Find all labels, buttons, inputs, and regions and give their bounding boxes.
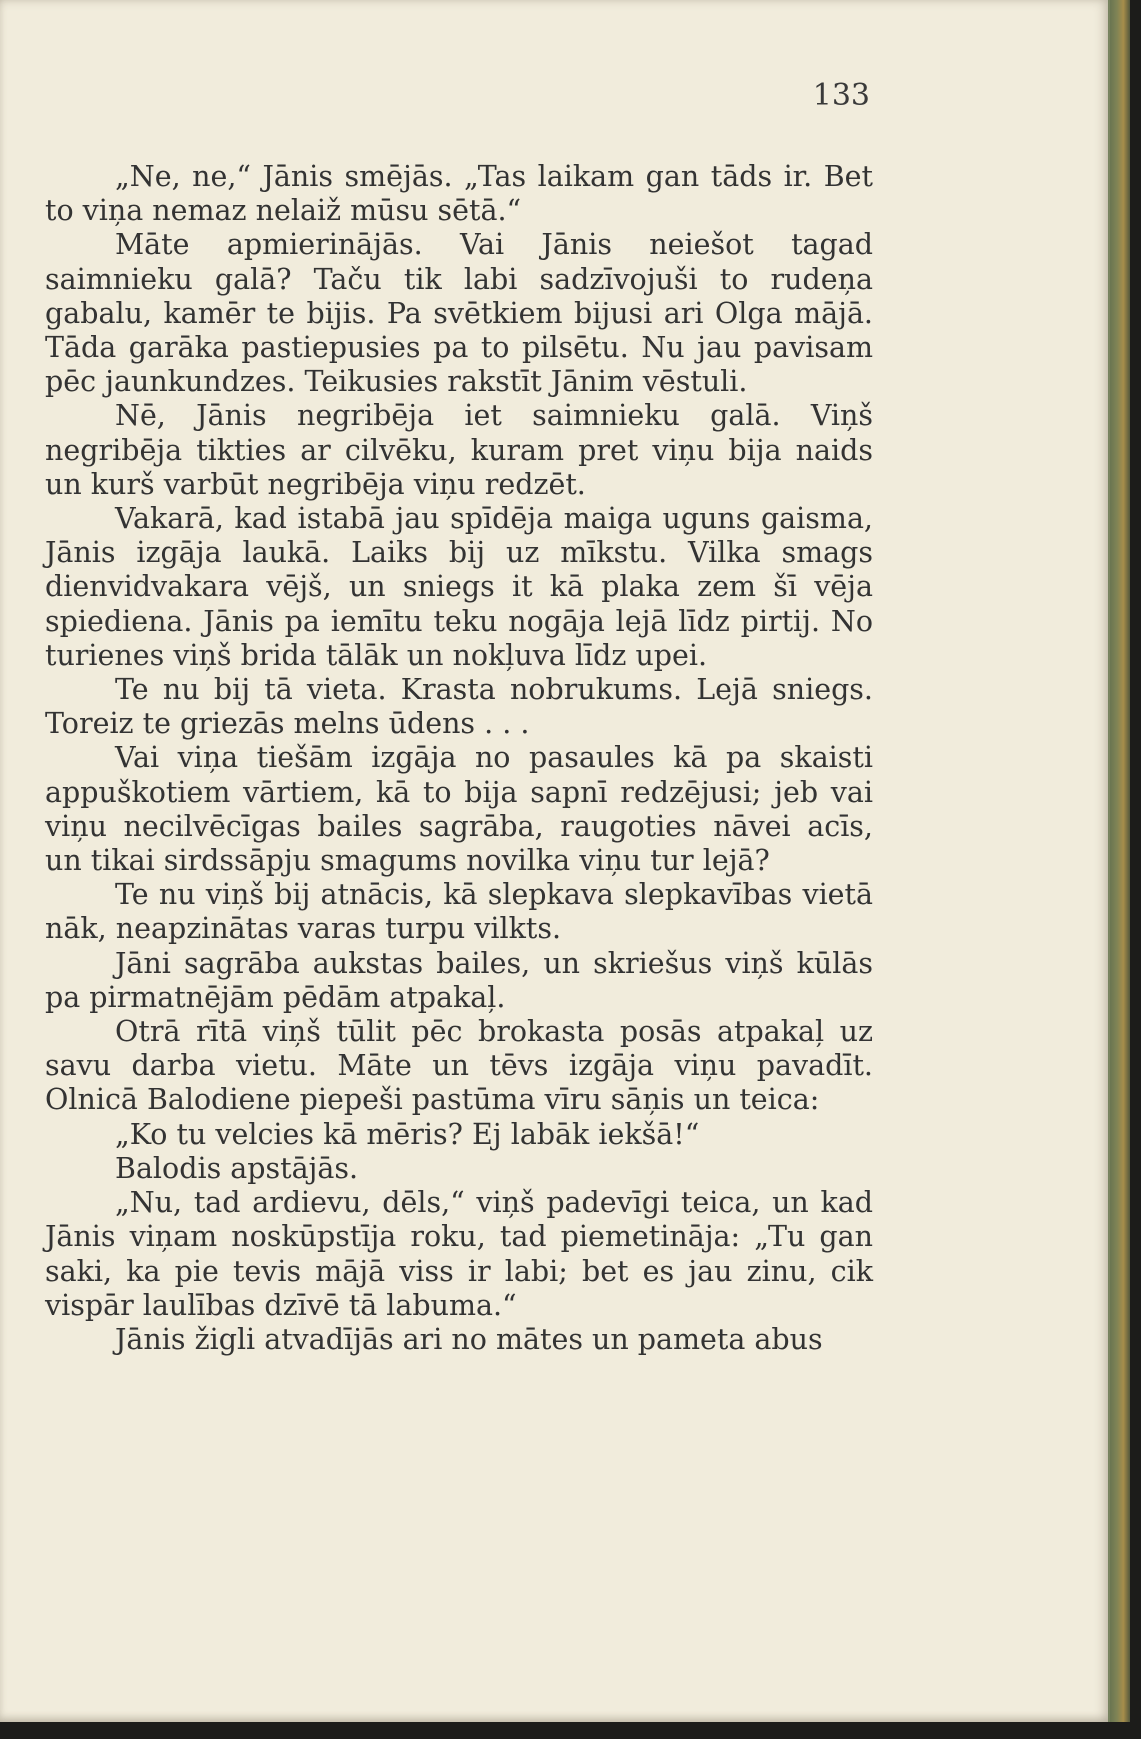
paragraph: Māte apmierinājās. Vai Jānis neiešot tagad saimnieku galā? Taču tik labi sadzīvojuši to rudeņa gabalu, kamēr te bijis. Pa svētkiem bijusi ari Olga mājā. Tāda garāka pastiepusies pa to pilsētu. Nu jau pavisam pēc jaunkundzes. Teikusies rakstīt Jānim vēstuli. [45, 228, 873, 399]
paragraph: Otrā rītā viņš tūlit pēc brokasta posās atpakaļ uz savu darba vietu. Māte un tēvs izgāja viņu pavadīt. Olnicā Balodiene piepeši pastūma vīru sāņis un teica: [45, 1015, 873, 1117]
page-edge-strip [1108, 0, 1130, 1722]
paragraph: „Nu, tad ardievu, dēls,“ viņš padevīgi teica, un kad Jānis viņam noskūpstīja roku, tad piemetināja: „Tu gan saki, ka pie tevis mājā viss ir labi; bet es jau zinu, cik vispār laulības dzīvē tā labuma.“ [45, 1186, 873, 1322]
paragraph: Te nu bij tā vieta. Krasta nobrukums. Lejā sniegs. Toreiz te griezās melns ūdens . . . [45, 673, 873, 741]
page-number: 133 [812, 78, 870, 113]
body-text [45, 160, 873, 1357]
paragraph: „Ko tu velcies kā mēris? Ej labāk iekšā!“ [115, 1117, 700, 1151]
paragraph: Jāni sagrāba aukstas bailes, un skriešus viņš kūlās pa pirmatnējām pēdām atpakaļ. [45, 946, 873, 1014]
paragraph: Jānis žigli atvadījās ari no mātes un pameta abus [115, 1322, 823, 1356]
paragraph: Nē, Jānis negribēja iet saimnieku galā. Viņš negribēja tikties ar cilvēku, kuram pret viņu bija naids un kurš varbūt negribēja viņu redzēt. [45, 399, 873, 501]
paragraph: Te nu viņš bij atnācis, kā slepkava slepkavības vietā nāk, neapzinātas varas turpu vilkts. [45, 878, 873, 946]
paragraph: Vakarā, kad istabā jau spīdēja maiga uguns gaisma, Jānis izgāja laukā. Laiks bij uz mīkstu. Vilka smags dienvidvakara vējš, un sniegs it kā plaka zem šī vēja spiediena. Jānis pa iemītu teku nogāja lejā līdz pirtij. No turienes viņš brida tālāk un nokļuva līdz upei. [45, 502, 873, 672]
paragraph: „Ne, ne,“ Jānis smējās. „Tas laikam gan tāds ir. Bet to viņa nemaz nelaiž mūsu sētā.“ [45, 160, 873, 228]
paragraph: Balodis apstājās. [115, 1151, 359, 1185]
paragraph: Vai viņa tiešām izgāja no pasaules kā pa skaisti appuškotiem vārtiem, kā to bija sapnī redzējusi; jeb vai viņu necilvēcīgas bailes sagrāba, raugoties nāvei acīs, un tikai sirdssāpju smagums novilka viņu tur lejā? [45, 741, 873, 878]
